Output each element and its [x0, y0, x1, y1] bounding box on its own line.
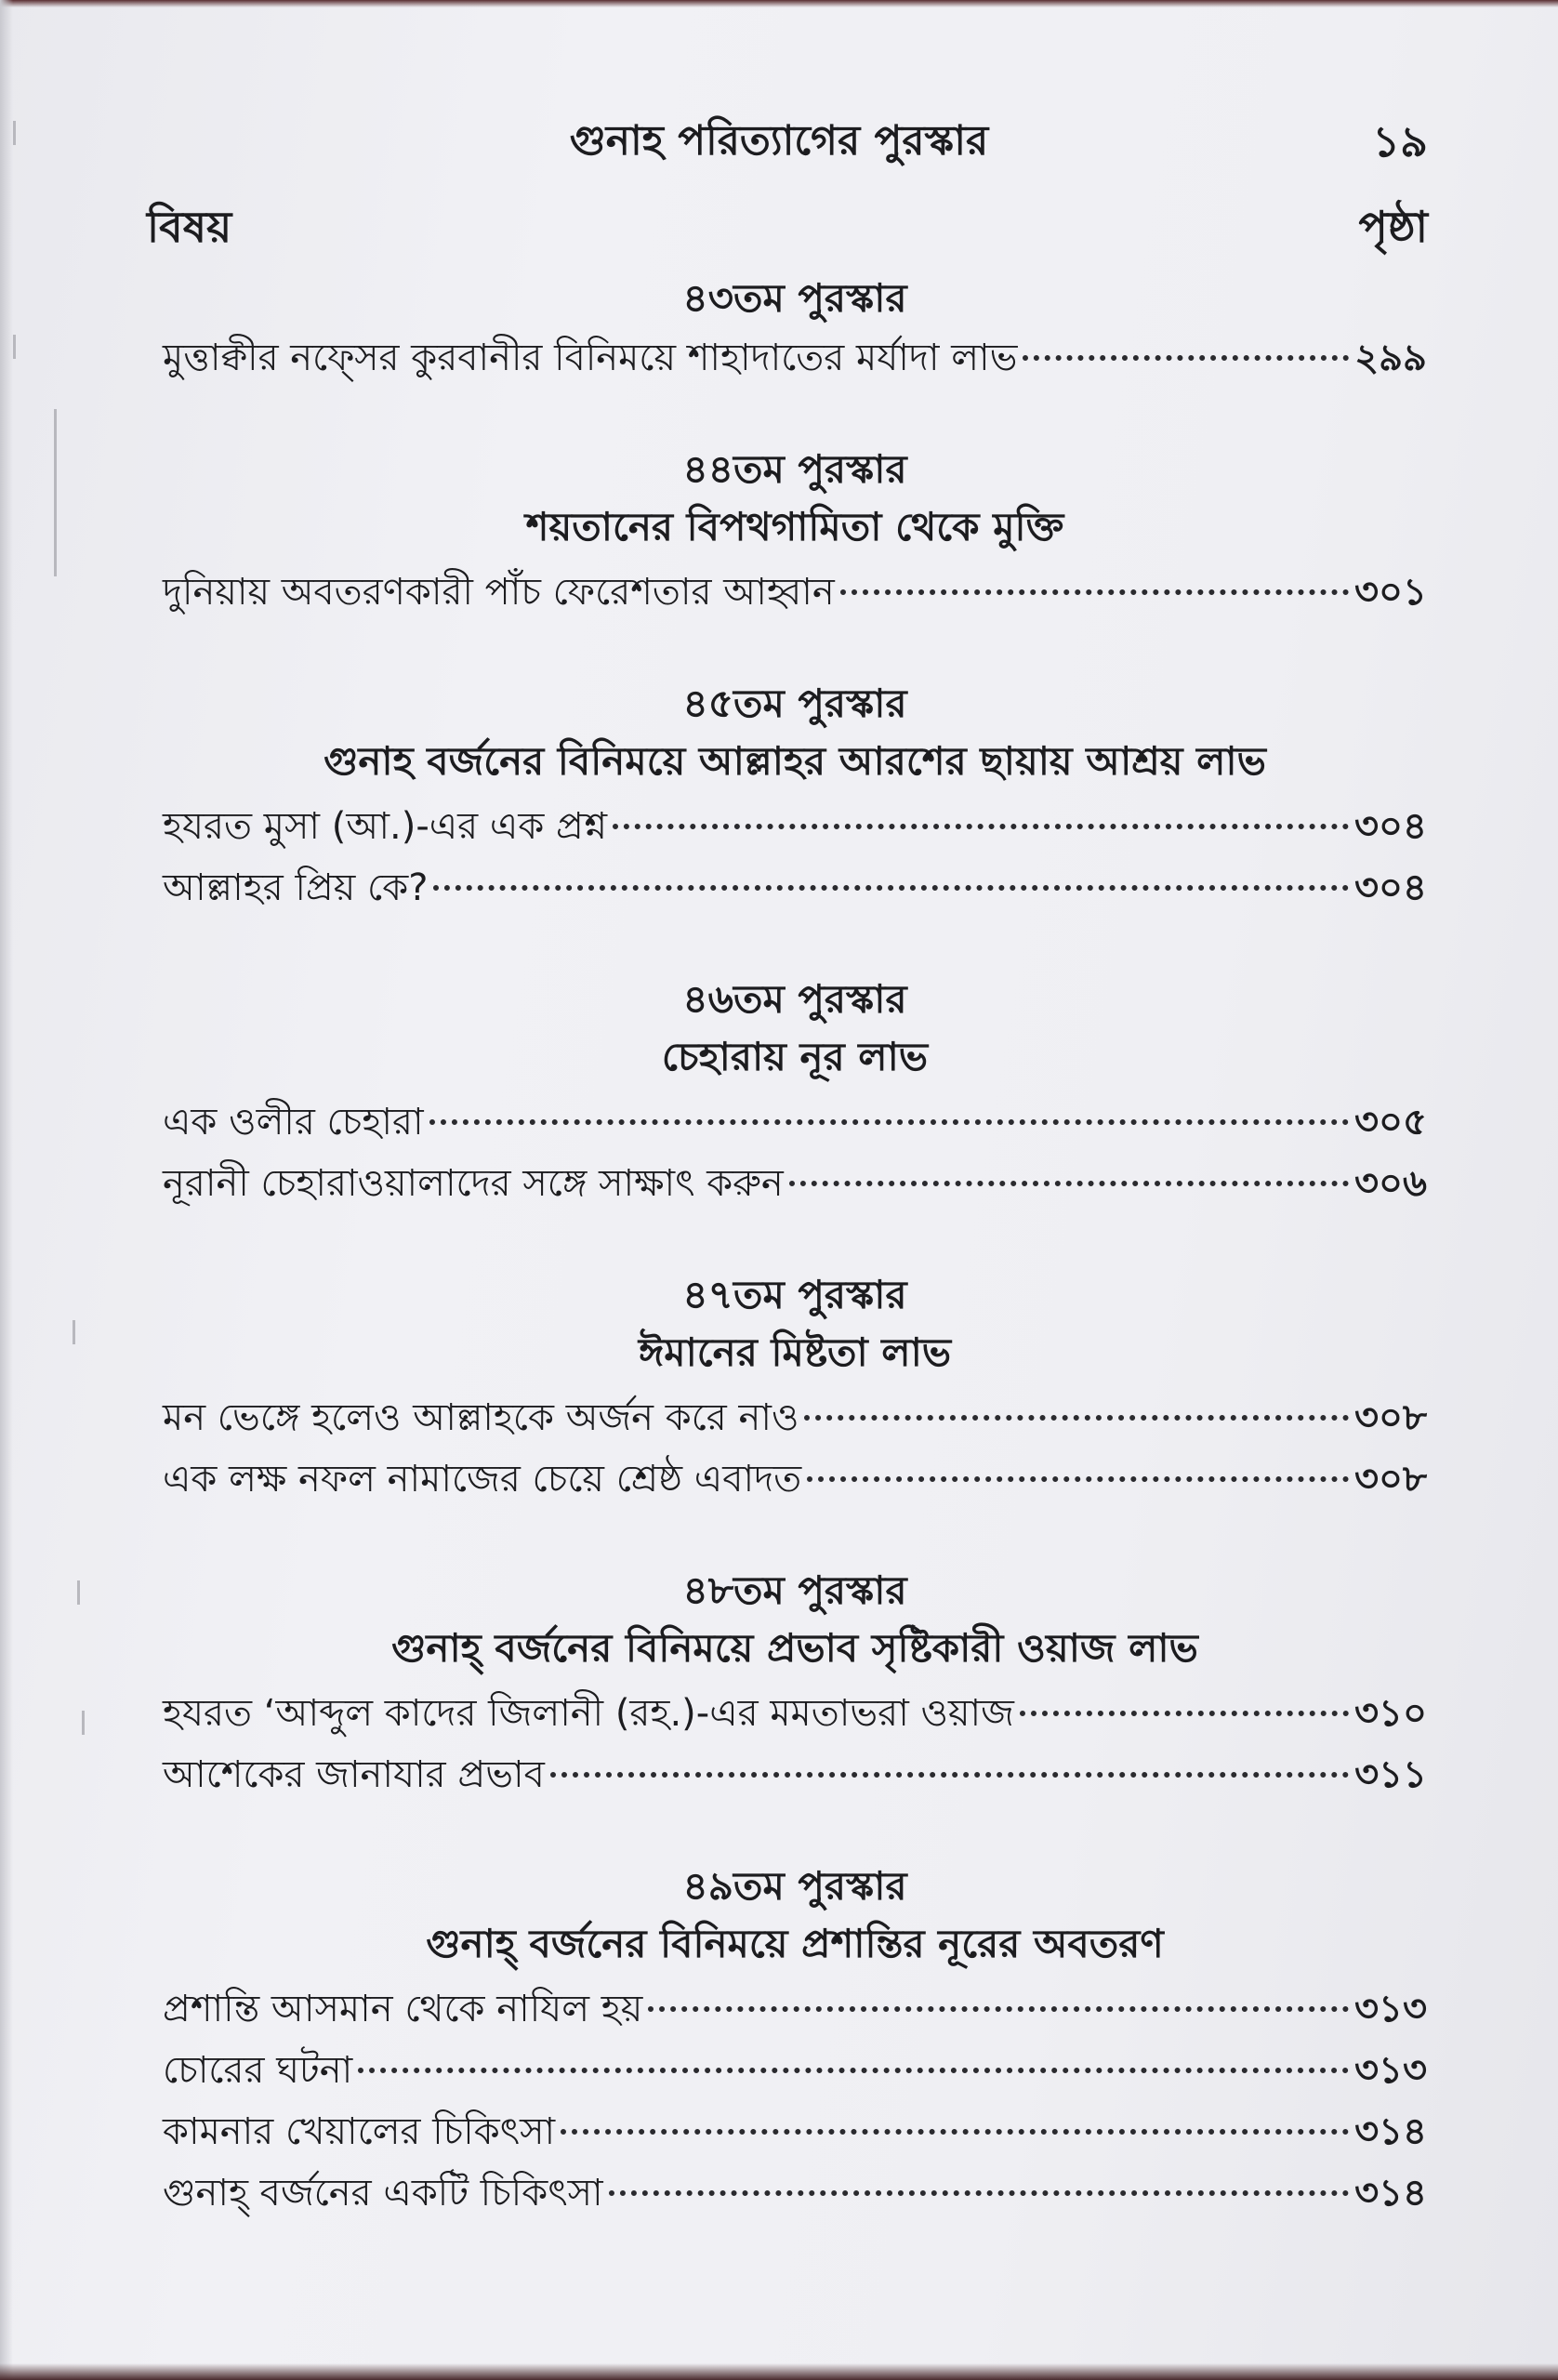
- entry-page-number: ৩০১: [1354, 571, 1427, 614]
- entry-title: আশেকের জানাযার প্রভাব: [163, 1753, 545, 1796]
- entry-page-number: ৩০৮: [1354, 1458, 1427, 1501]
- entry-title: হযরত ‘আব্দুল কাদের জিলানী (রহ.)-এর মমতাভরা ওয়াজ: [163, 1692, 1014, 1735]
- section-subheading: গুনাহ্ বর্জনের বিনিময়ে প্রশান্তির নূরের অবতরণ: [426, 1921, 1164, 1966]
- entry-page-number: ৩০৬: [1353, 1162, 1427, 1205]
- toc-section: [163, 1266, 1427, 1510]
- entry-title: দুনিয়ায় অবতরণকারী পাঁচ ফেরেশতার আহ্বান: [163, 571, 835, 614]
- entry-title: আল্লাহর প্রিয় কে?: [163, 866, 429, 909]
- toc-section: [163, 675, 1427, 919]
- table-of-contents: [163, 270, 1427, 2276]
- entry-page-number: ৩০৪: [1354, 805, 1427, 848]
- column-label-page: পৃষ্ঠা: [1358, 202, 1428, 252]
- entry-title: গুনাহ্ বর্জনের একটি চিকিৎসা: [163, 2172, 603, 2215]
- bottom-shadow: [0, 2363, 1558, 2380]
- toc-entry: [163, 796, 1427, 857]
- toc-entry: [163, 1744, 1427, 1805]
- margin-marks: [7, 0, 119, 2380]
- top-shadow: [0, 0, 1558, 7]
- dot-leader: [561, 2129, 1349, 2135]
- dot-leader: [433, 885, 1349, 891]
- toc-entry: [163, 327, 1427, 389]
- dot-leader: [1020, 1711, 1349, 1716]
- entry-page-number: ৩০৮: [1354, 1396, 1427, 1439]
- margin-mark: [54, 409, 57, 576]
- entry-page-number: ৩১৩: [1354, 2049, 1427, 2092]
- entry-title: হযরত মুসা (আ.)-এর এক প্রশ্ন: [163, 805, 608, 848]
- section-subheading: শয়তানের বিপথগামিতা থেকে মুক্তি: [525, 504, 1064, 549]
- entry-title: নূরানী চেহারাওয়ালাদের সঙ্গে সাক্ষাৎ করুন: [163, 1162, 784, 1205]
- entry-page-number: ৩১৩: [1354, 1988, 1427, 2030]
- dot-leader: [807, 1476, 1349, 1482]
- column-label-subject: বিষয়: [147, 202, 232, 252]
- dot-leader: [1023, 355, 1349, 361]
- entry-page-number: ২৯৯: [1354, 337, 1427, 379]
- dot-leader: [429, 1119, 1349, 1125]
- section-heading: ৪৬তম পুরস্কার: [682, 976, 907, 1022]
- toc-section: [163, 441, 1427, 623]
- section-heading: ৪৮তম পুরস্কার: [682, 1567, 907, 1613]
- section-heading: ৪৭তম পুরস্কার: [682, 1272, 907, 1317]
- toc-entry: [163, 2040, 1427, 2101]
- dot-leader: [358, 2068, 1349, 2073]
- toc-entry: [163, 1153, 1427, 1214]
- margin-mark: [73, 1320, 75, 1344]
- toc-entry: [163, 2162, 1427, 2224]
- entry-page-number: ৩১০: [1354, 1692, 1427, 1735]
- dot-leader: [840, 589, 1349, 595]
- entry-title: চোরের ঘটনা: [163, 2049, 353, 2092]
- toc-entry: [163, 857, 1427, 919]
- dot-leader: [789, 1181, 1349, 1186]
- toc-entry: [163, 1387, 1427, 1448]
- entry-page-number: ৩১৪: [1354, 2172, 1427, 2215]
- section-subheading: গুনাহ বর্জনের বিনিময়ে আল্লাহর আরশের ছায়ায় আশ্রয় লাভ: [323, 738, 1266, 784]
- dot-leader: [613, 824, 1349, 829]
- margin-mark: [82, 1711, 85, 1735]
- page-number: ১৯: [1372, 116, 1428, 166]
- entry-title: কামনার খেয়ালের চিকিৎসা: [163, 2110, 556, 2153]
- toc-entry: [163, 1091, 1427, 1153]
- toc-entry: [163, 1683, 1427, 1744]
- entry-page-number: ৩০৪: [1354, 866, 1427, 909]
- toc-section: [163, 971, 1427, 1214]
- entry-title: এক লক্ষ নফল নামাজের চেয়ে শ্রেষ্ঠ এবাদত: [163, 1458, 802, 1501]
- running-header: গুনাহ পরিত্যাগের পুরস্কার: [569, 117, 989, 165]
- entry-page-number: ৩১১: [1354, 1753, 1427, 1796]
- dot-leader: [804, 1415, 1349, 1421]
- dot-leader: [609, 2190, 1349, 2196]
- entry-page-number: ৩০৫: [1354, 1101, 1427, 1144]
- toc-entry: [163, 1448, 1427, 1510]
- entry-title: মন ভেঙ্গে হলেও আল্লাহকে অর্জন করে নাও: [163, 1396, 799, 1439]
- toc-section: [163, 270, 1427, 389]
- margin-mark: [13, 335, 16, 359]
- toc-section: [163, 1562, 1427, 1805]
- section-heading: ৪৯তম পুরস্কার: [682, 1863, 907, 1909]
- entry-page-number: ৩১৪: [1354, 2110, 1427, 2153]
- section-subheading: ঈমানের মিষ্টতা লাভ: [638, 1329, 952, 1375]
- margin-mark: [77, 1580, 80, 1605]
- section-subheading: চেহারায় নূর লাভ: [661, 1034, 929, 1079]
- dot-leader: [648, 2006, 1349, 2012]
- entry-title: প্রশান্তি আসমান থেকে নাযিল হয়: [163, 1988, 643, 2030]
- toc-section: [163, 1858, 1427, 2224]
- section-heading: ৪৫তম পুরস্কার: [682, 681, 907, 726]
- section-subheading: গুনাহ্ বর্জনের বিনিময়ে প্রভাব সৃষ্টিকারী ওয়াজ লাভ: [391, 1625, 1198, 1671]
- section-heading: ৪৩তম পুরস্কার: [682, 275, 907, 321]
- toc-entry: [163, 2101, 1427, 2162]
- section-heading: ৪৪তম পুরস্কার: [682, 446, 907, 492]
- toc-entry: [163, 562, 1427, 623]
- toc-entry: [163, 1978, 1427, 2040]
- entry-title: এক ওলীর চেহারা: [163, 1101, 424, 1144]
- entry-title: মুত্তাক্বীর নফ্সের কুরবানীর বিনিময়ে শাহাদাতের মর্যাদা লাভ: [163, 337, 1018, 379]
- dot-leader: [550, 1772, 1349, 1778]
